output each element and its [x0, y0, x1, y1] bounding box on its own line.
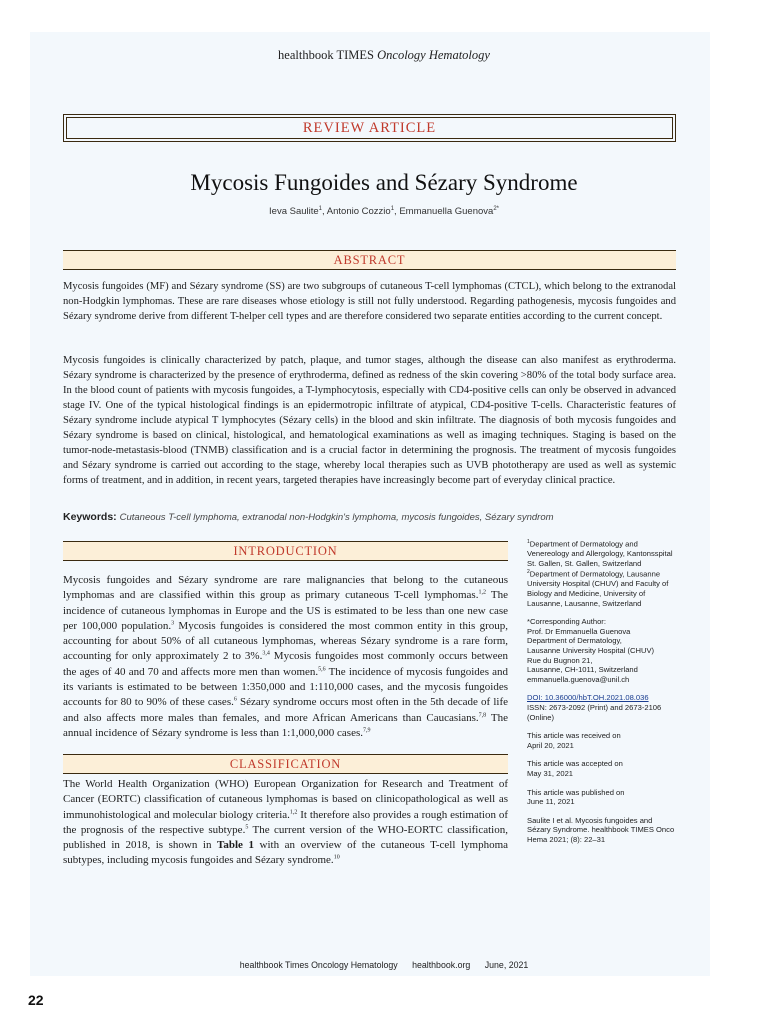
accepted-date: This article was accepted on May 31, 2021 [527, 759, 623, 778]
publication-identifiers [527, 693, 677, 722]
text-run: Sézary syndrome occurs most often in the 5th decade of life and also affects more males than females, and more African Americans than Caucasians. [63, 696, 508, 724]
classification-heading: CLASSIFICATION [63, 754, 508, 774]
classification-paragraph [63, 777, 508, 869]
author-affiliation-marker: 1 [390, 206, 395, 212]
text-run: It therefore also provides a rough estimation of the prognosis of the respective subtype. [63, 808, 508, 836]
footer-site[interactable]: healthbook.org [412, 960, 471, 970]
citation-ref: 7,9 [362, 727, 371, 734]
table-ref: Table 1 [217, 839, 254, 852]
text-run: Mycosis fungoides and Sézary syndrome are rare malignancies that belong to the cutaneous lymphomas and are classified within this group as primary cutaneous T-cell lymphomas. [63, 574, 508, 602]
page-number: 22 [28, 992, 44, 1008]
text-run: Mycosis fungoides is considered the most common entity in this group, accounting for about 50% of all cutaneous lymphomas, whereas Sézary syndrome is a rare form, accounting for only approximately 2 to 3%. [63, 619, 508, 663]
article-type-banner [63, 114, 676, 142]
citation-ref: 5 [245, 824, 249, 831]
journal-name: healthbook TIMES [278, 48, 374, 62]
author-name: Emmanuella Guenova [399, 206, 494, 218]
affiliation-1: $^1$Department of Dermatology and Venereology and Allergology, Kantonsspital St. Gallen, St. Gallen, Switzerland $^2$Department of Dermatology, Lausanne University Hospital (CHUV) and Faculty of Biology and Medicine, University of Lausanne, Lausanne, Switzerland [527, 539, 673, 608]
footer-date: June, 2021 [484, 960, 529, 970]
text-run: with an overview of the cutaneous T-cell lymphoma subtypes, including mycosis fungoides and Sézary syndrome. [63, 839, 509, 867]
footer-journal: healthbook Times Oncology Hematology [239, 960, 398, 970]
author-affiliation-marker: 2* [493, 206, 499, 212]
introduction-heading: INTRODUCTION [63, 541, 508, 561]
doi-link[interactable]: DOI: 10.36000/hbT.OH.2021.08.036 [527, 693, 649, 703]
text-run: The annual incidence of Sézary syndrome is less than 1:1,000,000 cases. [63, 711, 509, 739]
introduction-paragraph [63, 573, 508, 741]
issn: ISSN: 2673-2092 (Print) and 2673-2106 (Online) [527, 702, 662, 722]
journal-header [0, 48, 768, 63]
article-sidebar [527, 538, 677, 854]
text-run: The incidence of mycosis fungoides and its variants is estimated to be between 1:350,000 and 1:110,000 cases, and the mycosis fungoides accounts for 80 to 90% of these cases. [63, 665, 508, 709]
author-list: Ieva Saulite$^1$, Antonio Cozzio$^1$, Emmanuella Guenova$^{2*}$ [269, 206, 499, 218]
keywords-label: Keywords: [63, 511, 117, 523]
text-run: Mycosis fungoides most commonly occurs between the ages of 40 and 70 and affects more men than women. [63, 650, 508, 678]
citation-ref: 1,2 [478, 589, 486, 596]
received-date: This article was received on April 20, 2021 [527, 731, 621, 750]
citation-ref: 6 [233, 696, 237, 703]
text-run: The World Health Organization (WHO) European Organization for Research and Treatment of Cancer (EORTC) classification of cutaneous lymphomas is based on clinicopathological as well as immunohistological and molecular biology criteria. [63, 778, 508, 821]
citation-ref: 10 [333, 854, 340, 861]
citation-ref: 5,6 [318, 666, 326, 673]
text-run: The current version of the WHO-EORTC classification, published in 2018, is shown in [63, 823, 508, 852]
author-name: Ieva Saulite [269, 206, 319, 218]
corresponding-author: *Corresponding Author: Prof. Dr Emmanuella Guenova Department of Dermatology, Lausanne University Hospital (CHUV) Rue du Bugnon 21, Lausanne, CH-1011, Switzerland emmanuella.guenova@unil.ch [527, 617, 655, 684]
article-type-label: REVIEW ARTICLE [302, 120, 437, 136]
keywords-text: Cutaneous T-cell lymphoma, extranodal non-Hodgkin's lymphoma, mycosis fungoides, Sézary syndrom [119, 512, 554, 523]
citation-ref: 3 [171, 620, 175, 627]
published-date: This article was published on June 11, 2021 [527, 787, 625, 807]
author-affiliation-marker: 1 [318, 206, 323, 212]
page-footer [0, 960, 768, 970]
text-run: The incidence of cutaneous lymphomas in Europe and the US is estimated to be less than one new case per 100,000 population. [63, 589, 509, 632]
article-title: Mycosis Fungoides and Sézary Syndrome [190, 170, 578, 195]
author-email[interactable]: emmanuella.guenova@unil.ch [527, 674, 630, 684]
abstract-paragraph-2: Mycosis fungoides is clinically characterized by patch, plaque, and tumor stages, although the disease can also manifest as erythroderma. Sézary syndrome is characterized by the presence of erythroderma, defined as redness of the skin covering >80% of the total body surface area. In the blood count of patients with mycosis fungoides, a T-lymphocytosis, especially with CD4-positive cells can only be observed in advanced stage IV. One of the typical histological findings is an epidermotropic infiltrate of atypical, CD4-positive T-cells. Characteristic features of Sézary syndrome include atypical T lymphocytes (Sézary cells) in the blood and skin infiltrate. The diagnosis of both mycosis fungoides and Sézary syndrome is based on clinical, histological, and hematological examinations as well as imaging techniques. Staging is based on the tumor-node-metastasis-blood (TNMB) classification and is a crucial factor in determining the prognosis. The treatment of mycosis fungoides and Sézary syndrome is carried out according to the stage, whereby local therapies such as UVB phototherapy are used as well as systemic forms of treatment, and in addition, in recent years, targeted therapies have increasingly become part of everyday clinical practice. [63, 355, 676, 486]
citation-ref: 1,2 [289, 808, 298, 815]
abstract-paragraph-1: Mycosis fungoides (MF) and Sézary syndrome (SS) are two subgroups of cutaneous T-cell lymphomas (CTCL), which belong to the extranodal non-Hodgkin lymphomas. These are rare diseases whose etiology is still not fully understood. Regarding pathogenesis, mycosis fungoides and Sézary syndrome derive from different T-helper cell types and are therefore considered two separate entities according to the current concept. [63, 281, 676, 322]
keywords [63, 511, 676, 523]
abstract-heading: ABSTRACT [63, 250, 676, 270]
citation: Saulite I et al. Mycosis fungoides and Sézary Syndrome. healthbook TIMES Onco Hema 2021; (8): 22–31 [527, 815, 675, 844]
citation-ref: 7,8 [478, 712, 487, 719]
author-name: Antonio Cozzio [326, 206, 391, 218]
journal-name-italic: Oncology Hematology [377, 48, 490, 62]
citation-ref: 3,4 [262, 650, 270, 657]
